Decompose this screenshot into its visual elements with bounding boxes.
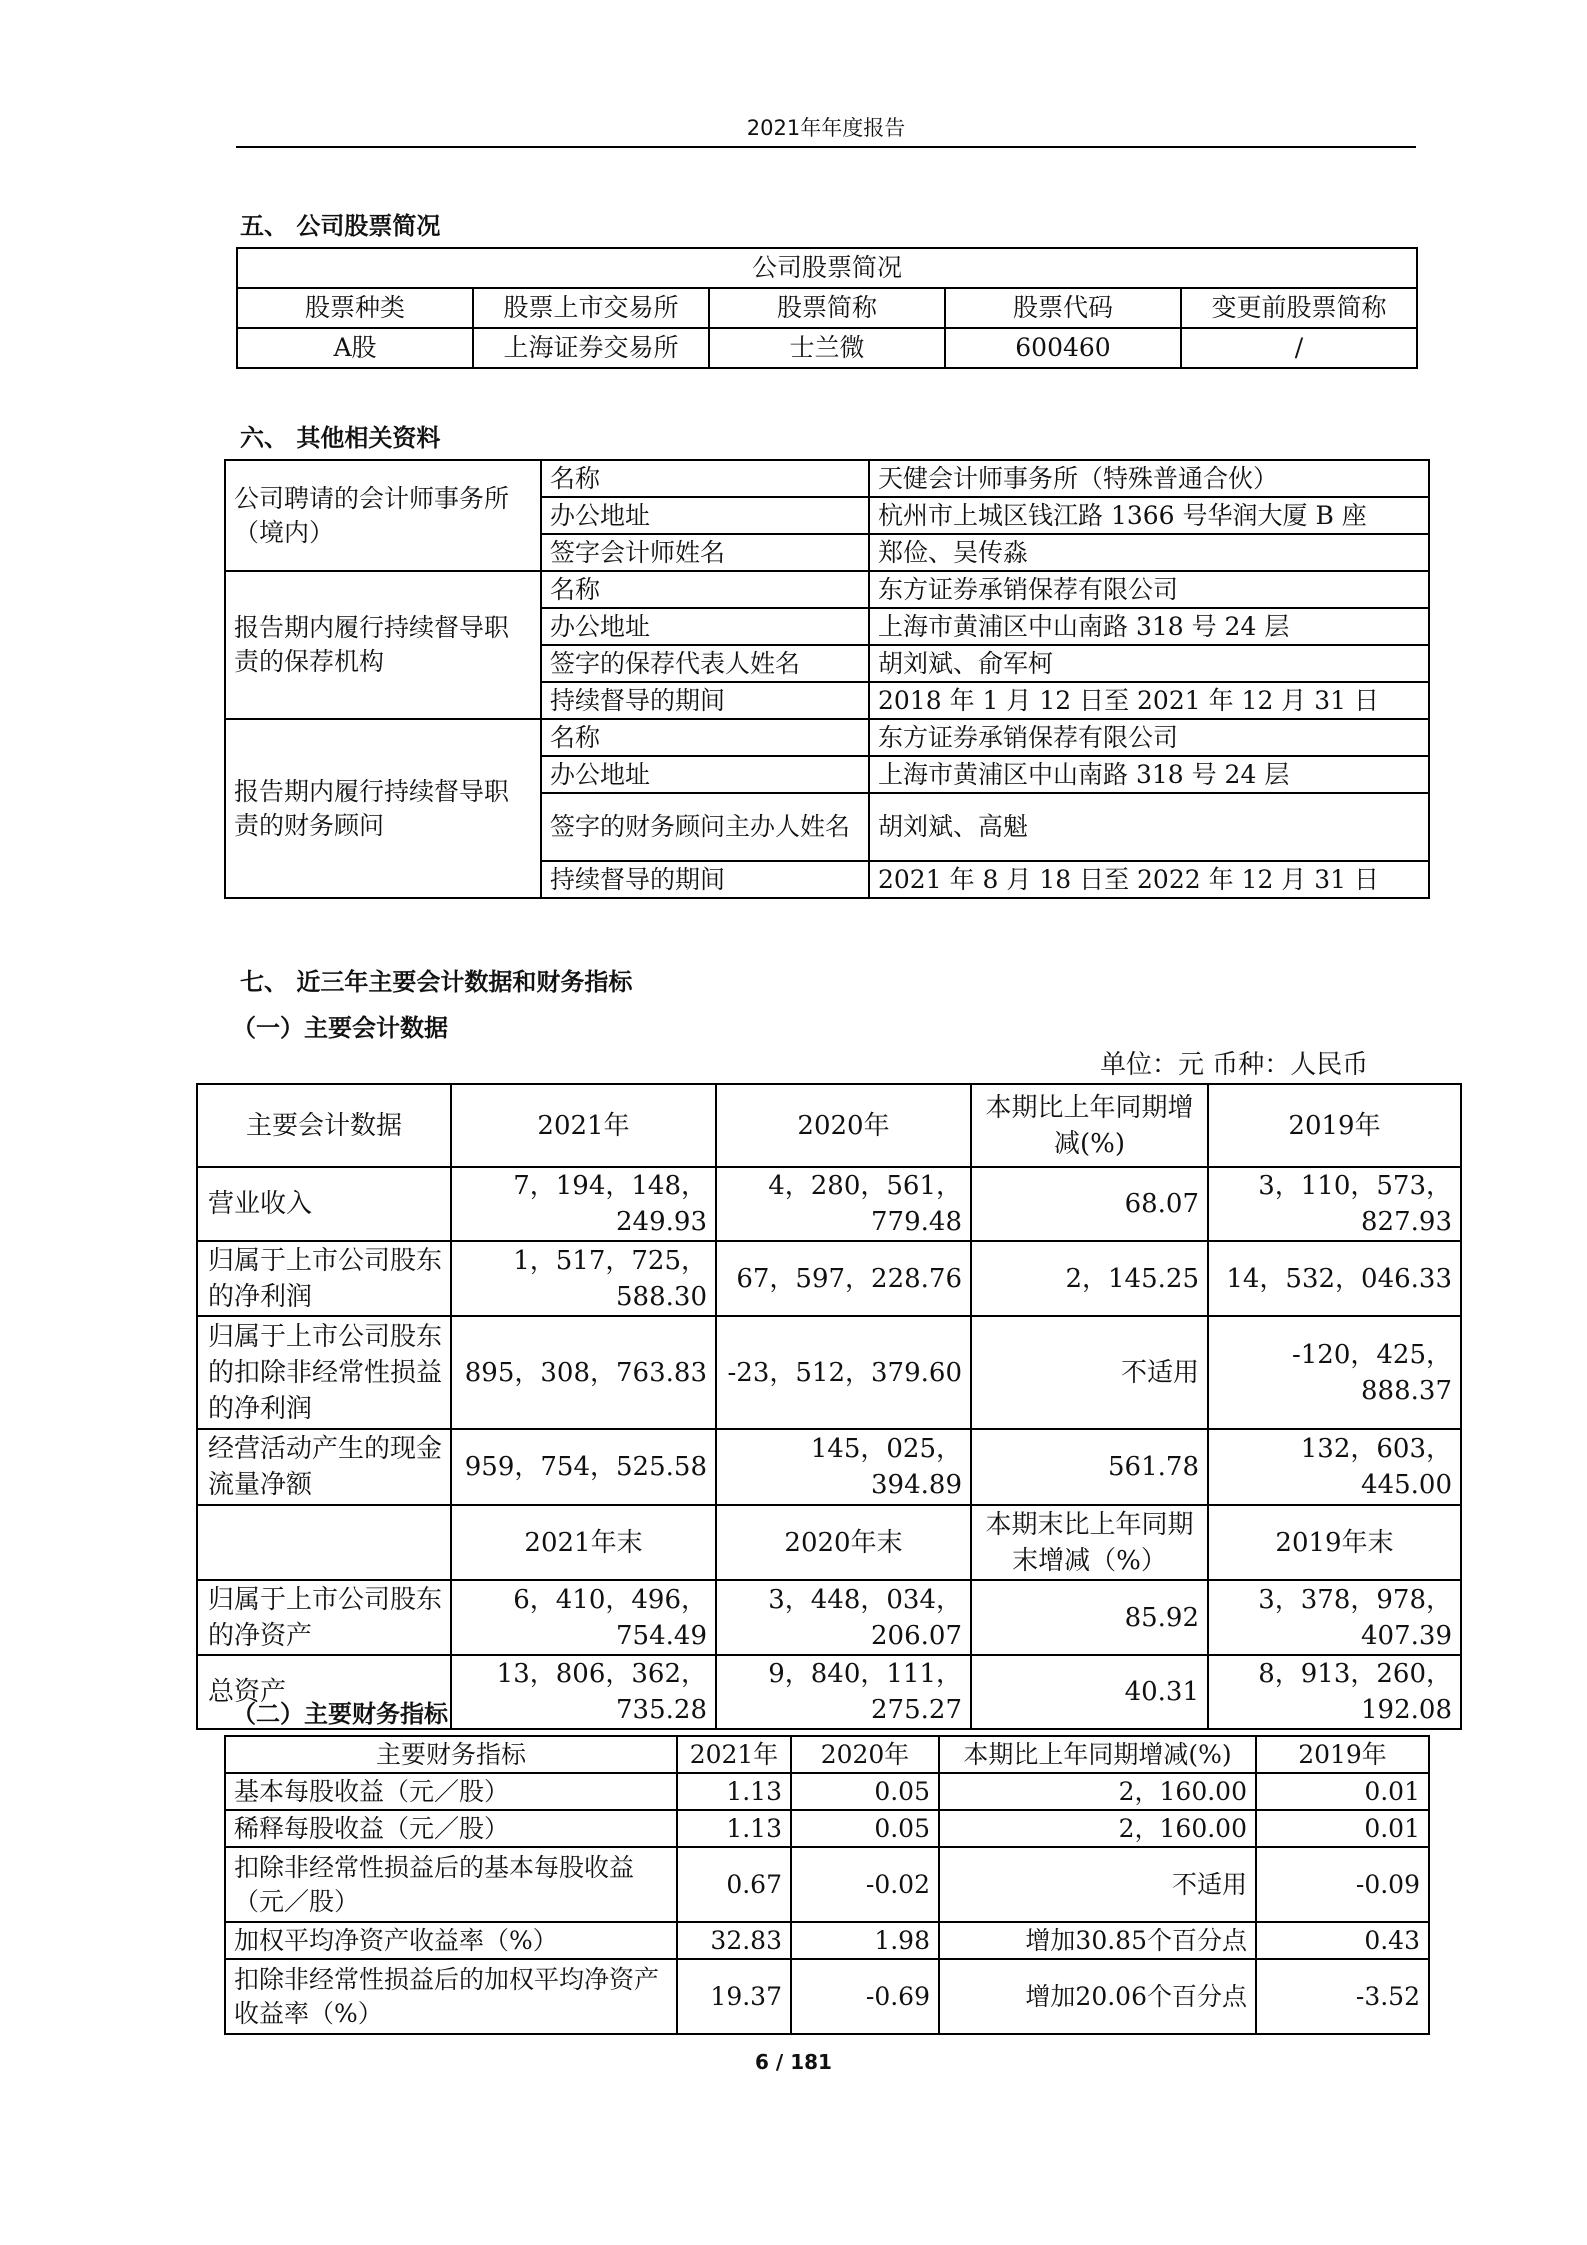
table-cell: 增加20.06个百分点 (939, 1959, 1256, 2034)
column-header: 变更前股票简称 (1181, 288, 1417, 328)
table-cell: -0.09 (1256, 1847, 1429, 1922)
table-cell: 3，378，978，407.39 (1208, 1580, 1461, 1655)
field-label: 办公地址 (541, 608, 869, 645)
table-cell: -0.69 (791, 1959, 939, 2034)
table-cell: 不适用 (939, 1847, 1256, 1922)
table-cell: A股 (237, 328, 473, 368)
row-label: 扣除非经常性损益后的加权平均净资产收益率（%） (225, 1959, 677, 2034)
column-header: 2020年 (716, 1084, 971, 1167)
table-cell: 145，025，394.89 (716, 1429, 971, 1505)
field-value: 东方证券承销保荐有限公司 (869, 571, 1429, 608)
column-header: 2019年末 (1208, 1505, 1461, 1580)
financial-indicators-table (224, 1735, 1430, 2035)
field-value: 上海市黄浦区中山南路 318 号 24 层 (869, 608, 1429, 645)
stock-overview-table (236, 247, 1418, 369)
table-cell: -23，512，379.60 (716, 1316, 971, 1429)
table-cell: 增加30.85个百分点 (939, 1922, 1256, 1959)
table-cell: 40.31 (971, 1655, 1208, 1729)
field-value: 郑俭、吴传淼 (869, 534, 1429, 571)
field-label: 持续督导的期间 (541, 861, 869, 898)
row-label: 扣除非经常性损益后的基本每股收益（元／股） (225, 1847, 677, 1922)
column-header: 主要财务指标 (225, 1736, 677, 1773)
row-label: 加权平均净资产收益率（%） (225, 1922, 677, 1959)
row-label: 归属于上市公司股东的扣除非经常性损益的净利润 (197, 1316, 451, 1429)
table-cell: 6，410，496，754.49 (451, 1580, 716, 1655)
table-cell: 0.01 (1256, 1773, 1429, 1810)
subsection-heading-2: （二）主要财务指标 (232, 1700, 448, 1728)
column-header (197, 1505, 451, 1580)
column-header: 2021年末 (451, 1505, 716, 1580)
field-value: 天健会计师事务所（特殊普通合伙） (869, 460, 1429, 497)
table-cell: 1.13 (677, 1810, 791, 1847)
field-value: 2021 年 8 月 18 日至 2022 年 12 月 31 日 (869, 861, 1429, 898)
table-cell: 2，160.00 (939, 1773, 1256, 1810)
column-header: 2019年 (1208, 1084, 1461, 1167)
table-cell: -0.02 (791, 1847, 939, 1922)
table-cell: 3，448，034，206.07 (716, 1580, 971, 1655)
table-cell: 4，280，561，779.48 (716, 1167, 971, 1241)
field-label: 签字的财务顾问主办人姓名 (541, 793, 869, 861)
group-label: 报告期内履行持续督导职责的财务顾问 (225, 719, 541, 898)
table-cell: -3.52 (1256, 1959, 1429, 2034)
row-label: 归属于上市公司股东的净资产 (197, 1580, 451, 1655)
table-cell: 68.07 (971, 1167, 1208, 1241)
table-cell: 600460 (945, 328, 1181, 368)
row-label: 经营活动产生的现金流量净额 (197, 1429, 451, 1505)
column-header: 股票种类 (237, 288, 473, 328)
field-label: 名称 (541, 460, 869, 497)
field-label: 办公地址 (541, 756, 869, 793)
field-value: 上海市黄浦区中山南路 318 号 24 层 (869, 756, 1429, 793)
table-cell: 1.98 (791, 1922, 939, 1959)
table-title: 公司股票简况 (237, 248, 1417, 288)
field-label: 名称 (541, 719, 869, 756)
column-header: 2021年 (451, 1084, 716, 1167)
section-heading-5: 五、 公司股票简况 (240, 212, 441, 240)
unit-note: 单位：元 币种：人民币 (1100, 1050, 1369, 1080)
table-cell: 19.37 (677, 1959, 791, 2034)
table-cell: 8，913，260，192.08 (1208, 1655, 1461, 1729)
column-header: 2020年 (791, 1736, 939, 1773)
column-header: 股票上市交易所 (473, 288, 709, 328)
field-value: 杭州市上城区钱江路 1366 号华润大厦 B 座 (869, 497, 1429, 534)
table-cell: 7，194，148，249.93 (451, 1167, 716, 1241)
table-cell: 上海证券交易所 (473, 328, 709, 368)
page-number: 6 / 181 (755, 2050, 832, 2074)
column-header: 主要会计数据 (197, 1084, 451, 1167)
section-heading-7: 七、 近三年主要会计数据和财务指标 (240, 968, 633, 996)
field-label: 签字的保荐代表人姓名 (541, 645, 869, 682)
table-cell: 561.78 (971, 1429, 1208, 1505)
page-header-title: 2021年年度报告 (746, 116, 906, 140)
table-cell: 不适用 (971, 1316, 1208, 1429)
table-cell: 9，840，111，275.27 (716, 1655, 971, 1729)
group-label: 公司聘请的会计师事务所（境内） (225, 460, 541, 571)
row-label: 归属于上市公司股东的净利润 (197, 1241, 451, 1316)
column-header: 本期比上年同期增减(%) (971, 1084, 1208, 1167)
table-cell: 士兰微 (709, 328, 945, 368)
table-cell: 13，806，362，735.28 (451, 1655, 716, 1729)
table-cell: / (1181, 328, 1417, 368)
table-cell: 2，145.25 (971, 1241, 1208, 1316)
field-value: 胡刘斌、高魁 (869, 793, 1429, 861)
table-cell: 85.92 (971, 1580, 1208, 1655)
table-cell: 1，517，725，588.30 (451, 1241, 716, 1316)
field-label: 持续督导的期间 (541, 682, 869, 719)
field-value: 2018 年 1 月 12 日至 2021 年 12 月 31 日 (869, 682, 1429, 719)
column-header: 2019年 (1256, 1736, 1429, 1773)
other-info-table (224, 459, 1430, 899)
row-label: 基本每股收益（元／股） (225, 1773, 677, 1810)
column-header: 2020年末 (716, 1505, 971, 1580)
column-header: 2021年 (677, 1736, 791, 1773)
group-label: 报告期内履行持续督导职责的保荐机构 (225, 571, 541, 719)
field-value: 东方证券承销保荐有限公司 (869, 719, 1429, 756)
table-cell: 132，603，445.00 (1208, 1429, 1461, 1505)
table-cell: 14，532，046.33 (1208, 1241, 1461, 1316)
table-cell: 0.43 (1256, 1922, 1429, 1959)
row-label: 稀释每股收益（元／股） (225, 1810, 677, 1847)
table-cell: -120，425，888.37 (1208, 1316, 1461, 1429)
table-cell: 1.13 (677, 1773, 791, 1810)
field-label: 办公地址 (541, 497, 869, 534)
accounting-data-table (196, 1083, 1462, 1730)
subsection-heading-1: （一）主要会计数据 (232, 1014, 448, 1042)
column-header: 股票代码 (945, 288, 1181, 328)
field-value: 胡刘斌、俞军柯 (869, 645, 1429, 682)
field-label: 签字会计师姓名 (541, 534, 869, 571)
table-cell: 2，160.00 (939, 1810, 1256, 1847)
column-header: 本期比上年同期增减(%) (939, 1736, 1256, 1773)
table-cell: 0.67 (677, 1847, 791, 1922)
table-cell: 895，308，763.83 (451, 1316, 716, 1429)
column-header: 股票简称 (709, 288, 945, 328)
table-cell: 0.01 (1256, 1810, 1429, 1847)
row-label: 营业收入 (197, 1167, 451, 1241)
column-header: 本期末比上年同期末增减（%） (971, 1505, 1208, 1580)
section-heading-6: 六、 其他相关资料 (240, 424, 441, 452)
header-divider (236, 146, 1416, 148)
field-label: 名称 (541, 571, 869, 608)
table-cell: 0.05 (791, 1810, 939, 1847)
table-cell: 959，754，525.58 (451, 1429, 716, 1505)
row-label: 总资产 (197, 1655, 451, 1729)
table-cell: 32.83 (677, 1922, 791, 1959)
table-cell: 3，110，573，827.93 (1208, 1167, 1461, 1241)
table-cell: 0.05 (791, 1773, 939, 1810)
table-cell: 67，597，228.76 (716, 1241, 971, 1316)
